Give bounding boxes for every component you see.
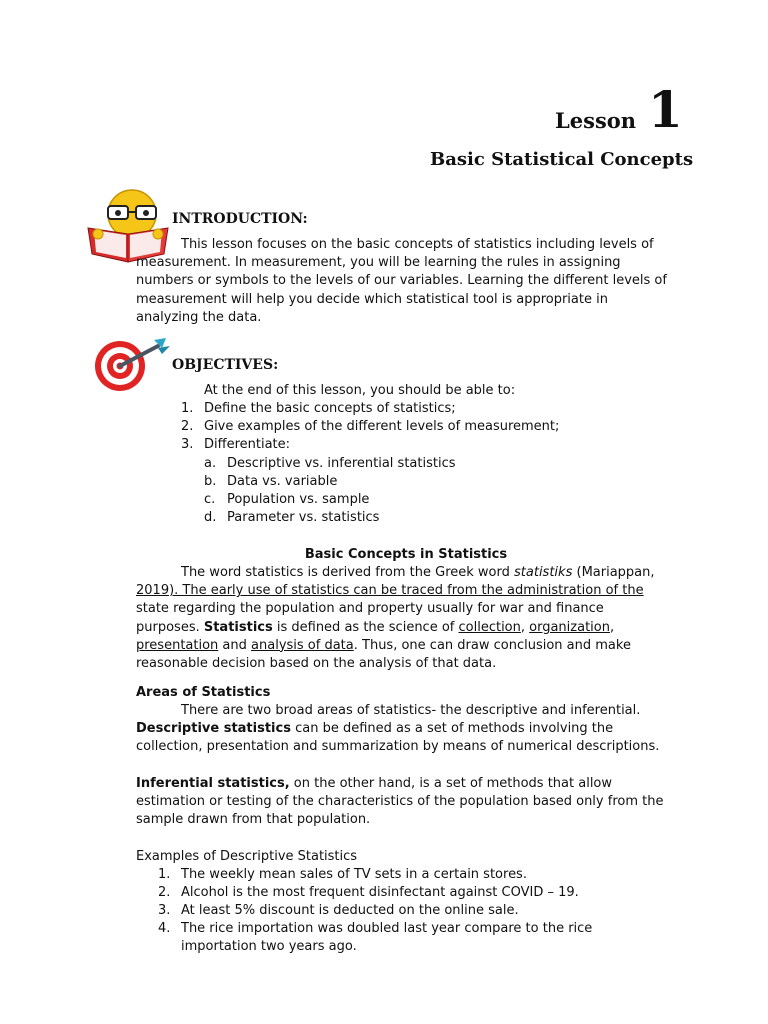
item-text: Define the basic concepts of statistics; <box>204 401 456 416</box>
intro-line: measurement. In measurement, you will be learning the rules in assigning <box>136 255 621 271</box>
text-line: estimation or testing of the characteristics of the population based only from the <box>136 794 664 810</box>
basic-concepts-heading: Basic Concepts in Statistics <box>304 547 508 562</box>
inferential-paragraph <box>136 775 696 830</box>
text-line <box>136 775 696 793</box>
sub-list-item <box>204 509 379 527</box>
item-number: 4. <box>158 921 171 936</box>
bold-term: Statistics <box>203 619 273 635</box>
underlined-text: 2019). The early use of statistics can be traced from the administration of the <box>136 583 644 599</box>
bold-term: Inferential statistics, <box>136 776 290 791</box>
item-text: Differentiate: <box>204 437 291 452</box>
bold-term: Descriptive statistics <box>136 721 291 737</box>
item-letter: d. <box>204 510 217 525</box>
text-run: on the other hand, is a set of methods that allow <box>289 776 613 791</box>
lesson-title: Basic Statistical Concepts <box>430 149 694 170</box>
underlined-term: analysis of data <box>251 637 354 653</box>
item-letter: b. <box>204 474 217 489</box>
lesson-label: Lesson <box>555 108 637 133</box>
item-text: Descriptive vs. inferential statistics <box>227 456 456 471</box>
item-number: 1. <box>158 867 171 882</box>
list-item <box>158 866 527 884</box>
text-run: (Mariappan, <box>572 565 655 580</box>
item-number: 3. <box>158 903 171 918</box>
areas-heading: Areas of Statistics <box>136 685 271 700</box>
item-text: Alcohol is the most frequent disinfectant against COVID – 19. <box>181 885 579 900</box>
text-line <box>136 619 696 637</box>
text-line: reasonable decision based on the analysis of that data. <box>136 656 497 672</box>
sub-list-item <box>204 455 456 473</box>
item-letter: a. <box>204 456 217 471</box>
text-run: is defined as the science of <box>272 619 459 635</box>
target-with-arrow-icon <box>92 336 172 392</box>
underlined-term: presentation <box>136 637 219 653</box>
underlined-term: collection <box>458 619 521 635</box>
item-text: Population vs. sample <box>227 492 370 507</box>
item-text: Parameter vs. statistics <box>227 510 380 525</box>
text-run: , <box>520 619 530 635</box>
intro-line: numbers or symbols to the levels of our variables. Learning the different levels of <box>136 273 667 289</box>
objectives-heading: OBJECTIVES: <box>172 357 279 373</box>
intro-line: analyzing the data. <box>136 309 262 325</box>
list-item <box>158 884 579 902</box>
item-text: At least 5% discount is deducted on the online sale. <box>181 903 519 918</box>
greek-word: statistiks <box>514 565 573 580</box>
text-line <box>136 637 696 655</box>
basic-concepts-paragraph <box>136 564 696 673</box>
item-letter: c. <box>204 492 216 507</box>
text-line <box>136 582 696 600</box>
item-text: Give examples of the different levels of measurement; <box>204 419 560 434</box>
underlined-term: organization <box>529 619 610 635</box>
list-item <box>158 920 592 938</box>
text-line: state regarding the population and property usually for war and finance <box>136 601 604 617</box>
text-run: , <box>609 619 615 635</box>
text-run: and <box>218 637 252 653</box>
sub-list-item <box>204 491 369 509</box>
item-number: 2. <box>158 885 171 900</box>
item-number: 2. <box>181 419 194 434</box>
list-item <box>158 902 519 920</box>
text-line: There are two broad areas of statistics- the descriptive and inferential. <box>181 703 641 718</box>
text-run: . Thus, one can draw conclusion and make <box>353 637 631 653</box>
text-run: purposes. <box>136 619 204 635</box>
item-text: The rice importation was doubled last year compare to the rice <box>181 921 593 936</box>
text-line: sample drawn from that population. <box>136 812 371 828</box>
list-item <box>181 436 290 454</box>
introduction-heading: INTRODUCTION: <box>172 211 308 227</box>
text-line <box>136 720 696 738</box>
item-number: 3. <box>181 437 194 452</box>
intro-line: This lesson focuses on the basic concepts of statistics including levels of <box>181 237 654 252</box>
list-item <box>181 400 456 418</box>
lesson-number: 1 <box>648 80 683 139</box>
introduction-paragraph <box>136 236 696 327</box>
text-run: The word statistics is derived from the Greek word <box>181 565 515 580</box>
item-text: Data vs. variable <box>227 474 338 489</box>
list-item <box>181 418 559 436</box>
list-item-continuation: importation two years ago. <box>181 939 357 954</box>
examples-heading: Examples of Descriptive Statistics <box>136 849 358 864</box>
intro-line: measurement will help you decide which statistical tool is appropriate in <box>136 291 608 307</box>
sub-list-item <box>204 473 337 491</box>
item-text: The weekly mean sales of TV sets in a certain stores. <box>181 867 527 882</box>
objectives-intro: At the end of this lesson, you should be able to: <box>204 383 516 398</box>
item-number: 1. <box>181 401 194 416</box>
text-run: can be defined as a set of methods involving the <box>290 721 614 737</box>
text-line <box>136 564 696 582</box>
text-line: collection, presentation and summarization by means of numerical descriptions. <box>136 739 660 755</box>
areas-paragraph <box>136 702 696 757</box>
